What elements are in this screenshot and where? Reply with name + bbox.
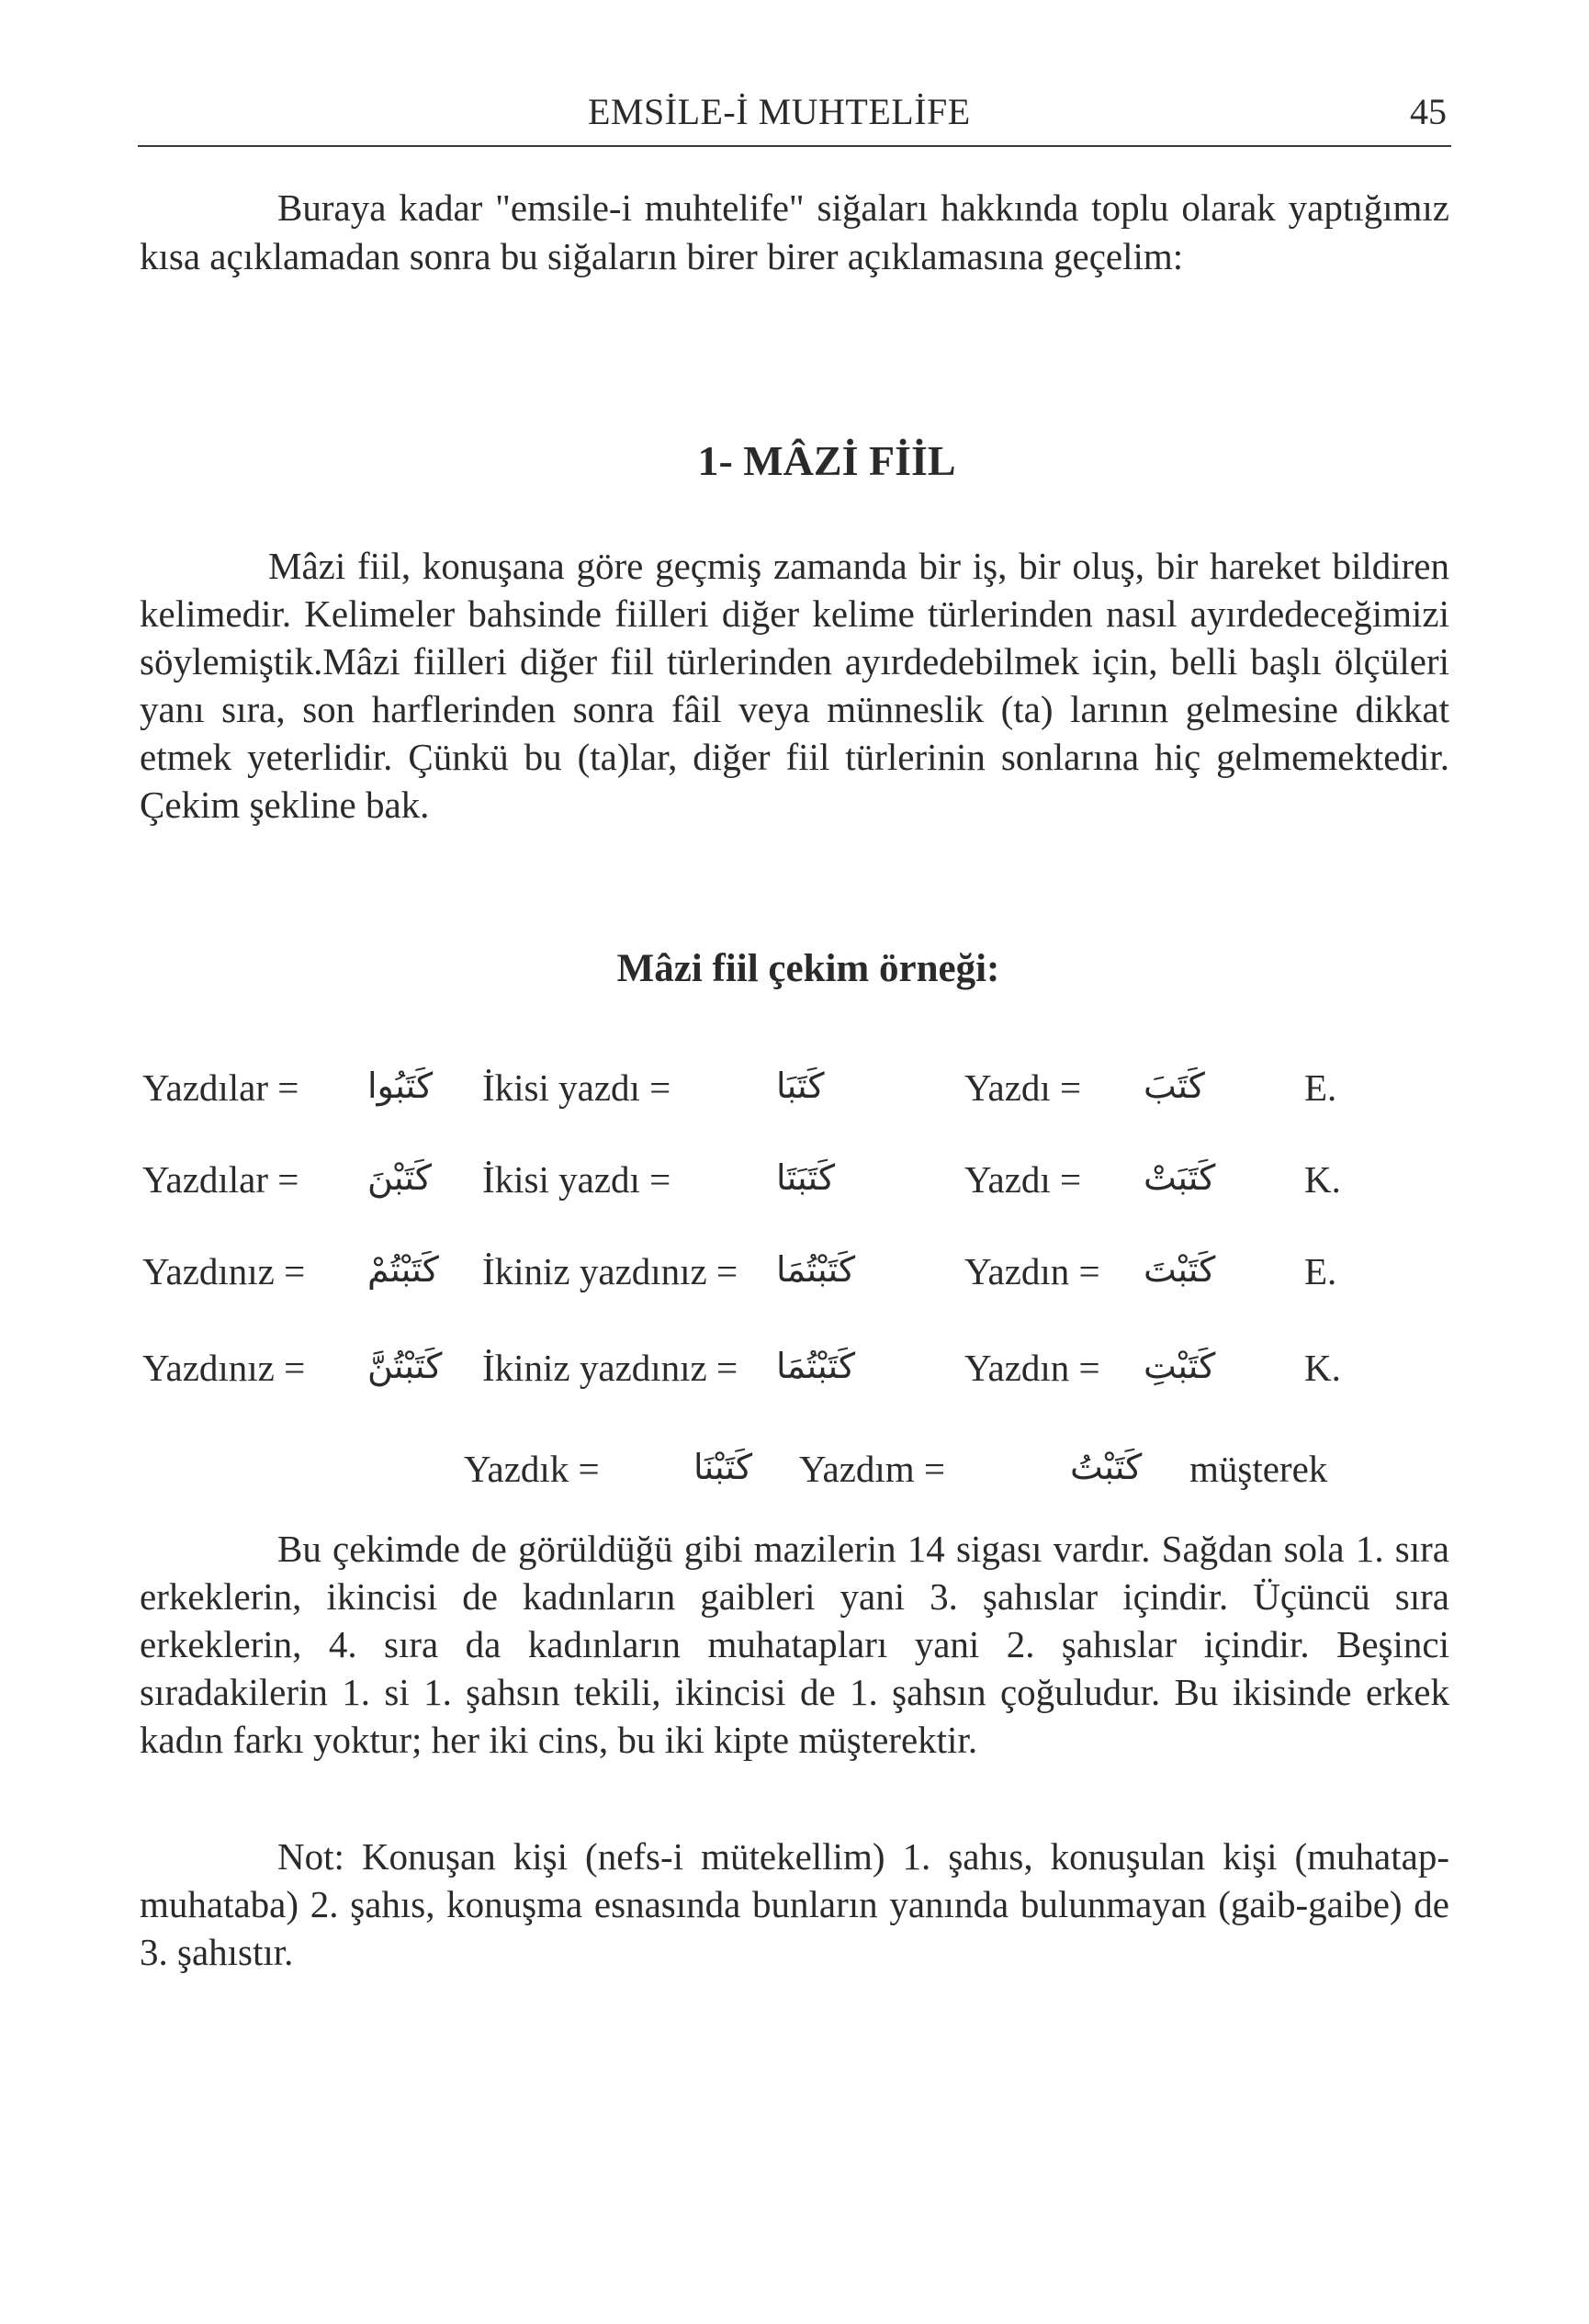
plural-label: Yazdılar =	[142, 1158, 299, 1201]
plural-label: Yazdınız =	[142, 1250, 306, 1292]
dual-label: İkisi yazdı =	[482, 1158, 671, 1201]
running-header	[138, 90, 1451, 147]
single-arabic: كَتَبْتِ	[1144, 1346, 1216, 1386]
single-label: Yazdı =	[964, 1066, 1082, 1109]
plural-arabic: كَتَبُوا	[367, 1066, 434, 1106]
conjugation-row	[142, 1249, 1465, 1304]
single-label: Yazdın =	[964, 1347, 1100, 1389]
we-label: Yazdık =	[464, 1448, 600, 1490]
i-arabic: كَتَبْتُ	[1070, 1447, 1143, 1487]
dual-arabic: كَتَبَا	[776, 1066, 825, 1106]
running-title: EMSİLE-İ MUHTELİFE	[588, 91, 971, 132]
conjugation-row-first-person	[142, 1447, 1465, 1502]
dual-arabic: كَتَبْتُمَا	[776, 1346, 856, 1386]
conjugation-heading: Mâzi fiil çekim örneği:	[616, 947, 1000, 990]
dual-arabic: كَتَبَتَا	[776, 1157, 836, 1198]
conjugation-row	[142, 1066, 1465, 1121]
intro-paragraph: Buraya kadar "emsile-i muhtelife" siğaları hakkında toplu olarak yaptığımız kısa açıklamadan sonra bu siğaların birer birer açıklamasına geçelim:	[140, 186, 1449, 277]
plural-label: Yazdınız =	[142, 1347, 306, 1389]
single-label: Yazdın =	[964, 1250, 1100, 1292]
plural-label: Yazdılar =	[142, 1066, 299, 1109]
dual-label: İkiniz yazdınız =	[482, 1250, 738, 1292]
page-number: 45	[1410, 91, 1447, 132]
plural-arabic: كَتَبْتُمْ	[367, 1249, 439, 1290]
note-paragraph: Not: Konuşan kişi (nefs-i mütekellim) 1. şahıs, konuşulan kişi (muhatap-muhataba) 2. şahıs, konuşma esnasında bunların yanında bulunmayan (gaib-gaibe) de 3. şahıstır.	[140, 1835, 1449, 1973]
single-arabic: كَتَبَ	[1144, 1066, 1205, 1106]
dual-label: İkisi yazdı =	[482, 1066, 671, 1109]
conjugation-row	[142, 1346, 1465, 1401]
plural-arabic: كَتَبْنَ	[367, 1157, 432, 1198]
dual-arabic: كَتَبْتُمَا	[776, 1249, 856, 1290]
we-arabic: كَتَبْنَا	[693, 1447, 753, 1487]
gender-marker: K.	[1304, 1347, 1341, 1389]
single-arabic: كَتَبْتَ	[1144, 1249, 1216, 1290]
definition-paragraph: Mâzi fiil, konuşana göre geçmiş zamanda bir iş, bir oluş, bir hareket bildiren kelimedir. Kelimeler bahsinde fiilleri diğer kelime türlerinden nasıl ayırdedeceğimizi söylemiştik.Mâzi fiilleri diğer fiil türlerinden ayırdedebilmek için, belli başlı ölçüleri yanı sıra, son harflerinden sonra fâil veya münneslik (ta) larının gelmesine dikkat etmek yeterlidir. Çünkü bu (ta)lar, diğer fiil türlerinin sonlarına hiç gelmemektedir. Çekim şekline bak.	[140, 545, 1449, 826]
conjugation-row	[142, 1157, 1465, 1213]
plural-arabic: كَتَبْتُنَّ	[367, 1346, 443, 1386]
explanation-paragraph: Bu çekimde de görüldüğü gibi mazilerin 14 sigası vardır. Sağdan sola 1. sıra erkeklerin, ikincisi de kadınların gaibleri yani 3. şahıslar içindir. Üçüncü sıra erkeklerin, 4. sıra da kadınların muhatapları yani 2. şahıslar içindir. Beşinci sıradakilerin 1. si 1. şahsın tekili, ikincisi de 1. şahsın çoğuludur. Bu ikisinde erkek kadın farkı yoktur; her iki cins, bu iki kipte müşterektir.	[140, 1528, 1449, 1761]
gender-marker: E.	[1304, 1250, 1337, 1292]
common-gender-note: müşterek	[1189, 1448, 1328, 1490]
gender-marker: K.	[1304, 1158, 1341, 1201]
gender-marker: E.	[1304, 1066, 1337, 1109]
single-arabic: كَتَبَتْ	[1144, 1157, 1216, 1198]
dual-label: İkiniz yazdınız =	[482, 1347, 738, 1389]
single-label: Yazdı =	[964, 1158, 1082, 1201]
section-heading: 1- MÂZİ FİİL	[697, 437, 956, 484]
i-label: Yazdım =	[799, 1448, 946, 1490]
